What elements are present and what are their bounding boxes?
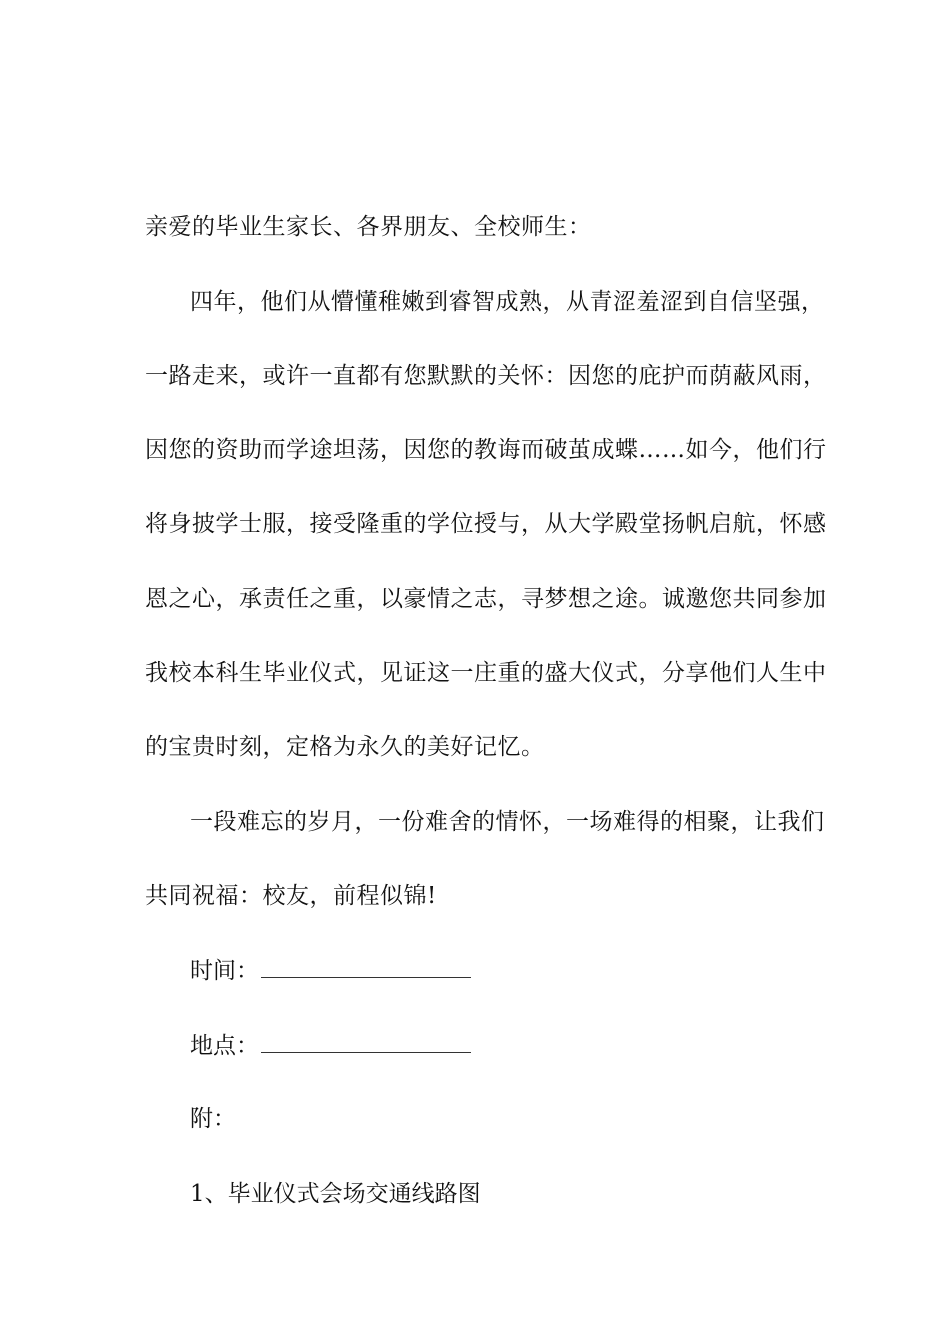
paragraph1-line-1: 四年，他们从懵懂稚嫩到睿智成熟，从青涩羞涩到自信坚强， [190, 289, 825, 315]
paragraph1-line-4: 将身披学士服，接受隆重的学位授与，从大学殿堂扬帆启航，怀感 [145, 511, 827, 537]
time-blank-line [261, 955, 471, 978]
place-blank-line [261, 1030, 471, 1053]
time-label: 时间： [190, 958, 259, 984]
paragraph2-line-1: 一段难忘的岁月，一份难舍的情怀，一场难得的相聚，让我们 [190, 809, 825, 835]
appendix-item-1: 1、毕业仪式会场交通线路图 [190, 1181, 481, 1207]
paragraph1-line-7: 的宝贵时刻，定格为永久的美好记忆。 [145, 734, 545, 760]
time-field [190, 955, 471, 986]
appendix-label: 附： [190, 1106, 236, 1132]
paragraph1-line-3: 因您的资助而学途坦荡，因您的教诲而破茧成蝶……如今，他们行 [145, 437, 827, 463]
paragraph1-line-6: 我校本科生毕业仪式，见证这一庄重的盛大仪式，分享他们人生中 [145, 660, 827, 686]
paragraph2-line-2: 共同祝福：校友，前程似锦! [145, 883, 437, 909]
place-field [190, 1030, 471, 1061]
place-label: 地点： [190, 1033, 259, 1059]
paragraph1-line-2: 一路走来，或许一直都有您默默的关怀：因您的庇护而荫蔽风雨， [145, 363, 827, 389]
paragraph1-line-5: 恩之心，承责任之重，以豪情之志，寻梦想之途。诚邀您共同参加 [145, 586, 827, 612]
salutation: 亲爱的毕业生家长、各界朋友、全校师生： [145, 214, 592, 240]
